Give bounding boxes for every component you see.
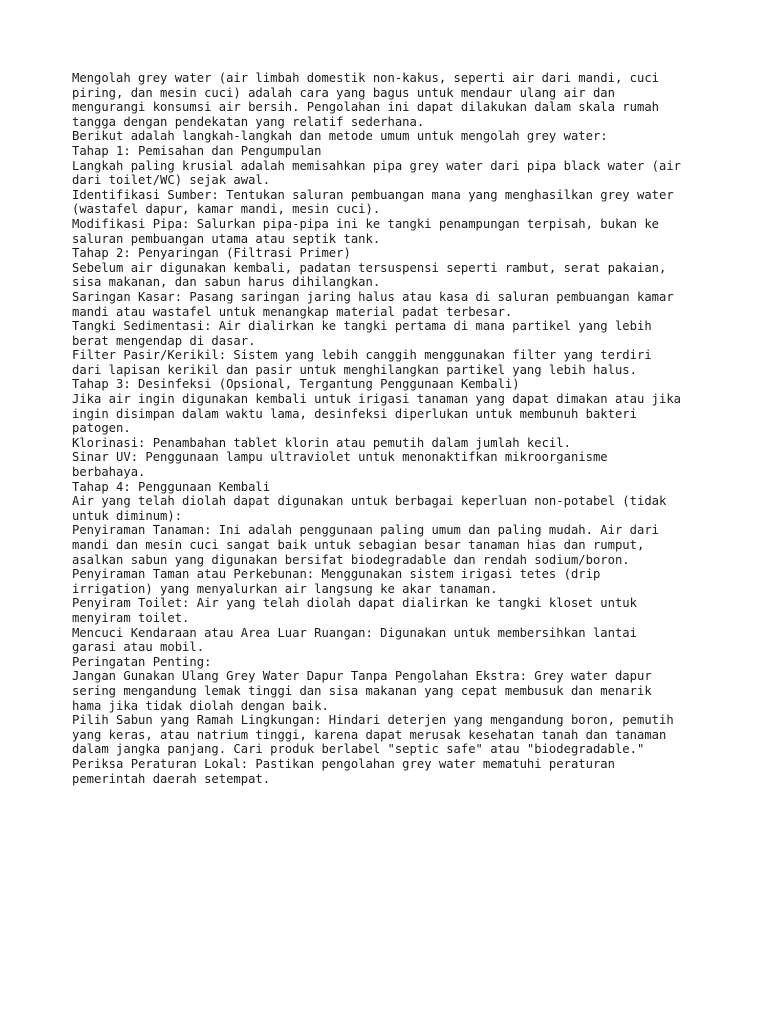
stage-1-heading: Tahap 1: Pemisahan dan Pengumpulan [72,143,322,158]
stage-3-description: Jika air ingin digunakan kembali untuk irigasi tanaman yang dapat dimakan atau jika ingin disimpan dalam waktu lama, desinfeksi diperlukan untuk membunuh bakteri patogen. [72,392,682,436]
stage-2-heading: Tahap 2: Penyaringan (Filtrasi Primer) [72,246,351,261]
stage-3-heading: Tahap 3: Desinfeksi (Opsional, Tergantung Penggunaan Kembali) [72,377,520,392]
steps-intro: Berikut adalah langkah-langkah dan metode umum untuk mengolah grey water: [72,129,608,144]
stage-2-item-sedimentation: Tangki Sedimentasi: Air dialirkan ke tangki pertama di mana partikel yang lebih berat mengendap di dasar. [72,319,652,348]
document-body [72,71,712,786]
stage-3-item-uv: Sinar UV: Penggunaan lampu ultraviolet untuk menonaktifkan mikroorganisme berbahaya. [72,450,608,480]
stage-4-item-washing: Mencuci Kendaraan atau Area Luar Ruangan: Digunakan untuk membersihkan lantai garasi atau mobil. [72,625,637,655]
stage-4-heading: Tahap 4: Penggunaan Kembali [72,479,271,494]
stage-2-item-coarse-filter: Saringan Kasar: Pasang saringan jaring halus atau kasa di saluran pembuangan kamar mandi atau wastafel untuk menangkap material padat terbesar. [72,289,674,319]
stage-2-item-sand-filter: Filter Pasir/Kerikil: Sistem yang lebih canggih menggunakan filter yang terdiri dari lapisan kerikil dan pasir untuk menghilangkan partikel yang lebih halus. [72,348,652,377]
stage-4-item-toilet-flush: Penyiram Toilet: Air yang telah diolah dapat dialirkan ke tangki kloset untuk menyiram toilet. [72,596,637,625]
warning-item-regulation: Periksa Peraturan Lokal: Pastikan pengolahan grey water mematuhi peraturan pemerintah daerah setempat. [72,756,615,786]
stage-4-description: Air yang telah diolah dapat digunakan untuk berbagai keperluan non-potabel (tidak untuk diminum): [72,494,667,523]
intro-paragraph: Mengolah grey water (air limbah domestik non-kakus, seperti air dari mandi, cuci piring, dan mesin cuci) adalah cara yang bagus untuk mendaur ulang air dan mengurangi konsumsi air bersih. Pengolahan ini dapat dilakukan dalam skala rumah tangga dengan pendekatan yang relatif sederhana. [72,71,659,129]
stage-1-item-source: Identifikasi Sumber: Tentukan saluran pembuangan mana yang menghasilkan grey water (wastafel dapur, kamar mandi, mesin cuci). [72,187,674,217]
stage-4-item-garden-irrigation: Penyiraman Taman atau Perkebunan: Menggunakan sistem irigasi tetes (drip irrigation) yang menyalurkan air langsung ke akar tanaman. [72,567,601,596]
stage-1-item-pipe: Modifikasi Pipa: Salurkan pipa-pipa ini ke tangki penampungan terpisah, bukan ke saluran pembuangan utama atau septik tank. [72,216,659,246]
warning-item-kitchen: Jangan Gunakan Ulang Grey Water Dapur Tanpa Pengolahan Ekstra: Grey water dapur sering mengandung lemak tinggi dan sisa makanan yang cepat membusuk dan menarik hama jika tidak diolah dengan baik. [72,669,652,713]
stage-2-description: Sebelum air digunakan kembali, padatan tersuspensi seperti rambut, serat pakaian, sisa makanan, dan sabun harus dihilangkan. [72,260,667,290]
stage-4-item-plant-watering: Penyiraman Tanaman: Ini adalah penggunaan paling umum dan paling mudah. Air dari mandi dan mesin cuci sangat baik untuk sebagian besar tanaman hias dan rumput, asalkan sabun yang digunakan bersifat biodegradable dan rendah sodium/boron. [72,523,659,567]
warning-item-soap: Pilih Sabun yang Ramah Lingkungan: Hindari deterjen yang mengandung boron, pemutih yang keras, atau natrium tinggi, karena dapat merusak kesehatan tanah dan tanaman dalam jangka panjang. Cari produk berlabel "septic safe" atau "biodegradable." [72,713,674,757]
warning-heading: Peringatan Penting: [72,654,212,669]
stage-1-description: Langkah paling krusial adalah memisahkan pipa grey water dari pipa black water (air dari toilet/WC) sejak awal. [72,158,682,188]
stage-3-item-chlorination: Klorinasi: Penambahan tablet klorin atau pemutih dalam jumlah kecil. [72,435,571,450]
